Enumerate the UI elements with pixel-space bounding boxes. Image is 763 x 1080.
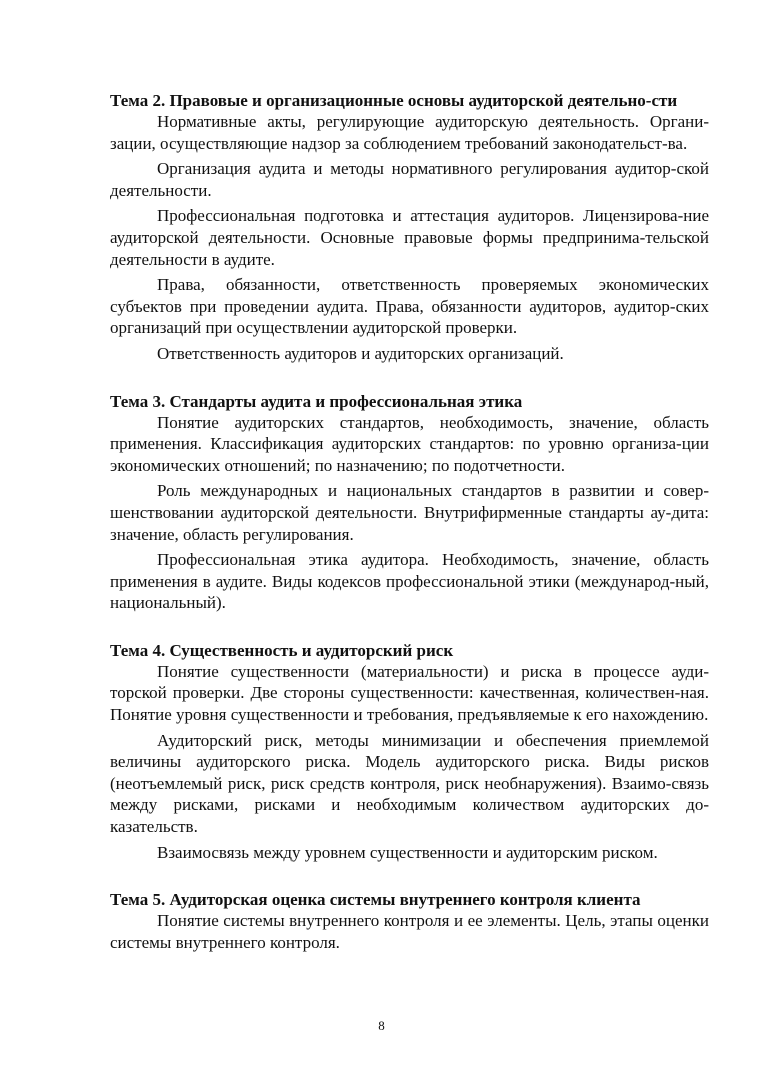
paragraph: Профессиональная этика аудитора. Необходимость, значение, область применения в аудите. Виды кодексов профессиональной этики (международ-ный, национальный). <box>110 550 709 613</box>
paragraph: Понятие существенности (материальности) и риска в процессе ауди-торской проверки. Две стороны существенности: качественная, количествен-ная. Понятие уровня существенности и требования, предъявляемые к его нахождению. <box>110 661 709 725</box>
paragraph: Профессиональная подготовка и аттестация аудиторов. Лицензирова-ние аудиторской деятельности. Основные правовые формы предпринима-тельской деятельности в аудите. <box>110 206 709 269</box>
section-topic-4 <box>110 640 709 863</box>
paragraph: Права, обязанности, ответственность проверяемых экономических субъектов при проведении аудита. Права, обязанности аудиторов, аудитор-ских организаций при осуществлении аудиторской проверки. <box>110 275 709 338</box>
paragraph: Аудиторский риск, методы минимизации и обеспечения приемлемой величины аудиторского риска. Модель аудиторского риска. Виды рисков (неотъемлемый риск, риск средств контроля, риск необнаружения). Взаимо-связь между рисками, рисками и необходимым количеством аудиторских до-казательств. <box>110 730 709 837</box>
section-topic-3 <box>110 391 709 614</box>
paragraph: Понятие аудиторских стандартов, необходимость, значение, область применения. Классификация аудиторских стандартов: по уровню организа-ции экономических отношений; по назначению; по подотчетности. <box>110 412 709 475</box>
section-heading: Тема 3. Стандарты аудита и профессиональная этика <box>110 391 523 411</box>
paragraph: Роль международных и национальных стандартов в развитии и совер-шенствовании аудиторской деятельности. Внутрифирменные стандарты ау-дита: значение, область регулирования. <box>110 481 709 544</box>
section-heading: Тема 4. Существенность и аудиторский риск <box>110 640 454 660</box>
section-heading: Тема 5. Аудиторская оценка системы внутреннего контроля клиента <box>110 890 641 910</box>
paragraph: Понятие системы внутреннего контроля и ее элементы. Цель, этапы оценки системы внутреннего контроля. <box>110 911 709 952</box>
section-heading: Тема 2. Правовые и организационные основы аудиторской деятельно-сти <box>110 91 678 110</box>
section-topic-2 <box>110 90 709 365</box>
document-page <box>110 90 709 979</box>
section-topic-5 <box>110 889 709 953</box>
paragraph: Нормативные акты, регулирующие аудиторскую деятельность. Органи-зации, осуществляющие надзор за соблюдением требований законодательст-ва. <box>110 112 709 153</box>
paragraph: Ответственность аудиторов и аудиторских организаций. <box>157 343 564 363</box>
paragraph: Организация аудита и методы нормативного регулирования аудитор-ской деятельности. <box>110 159 709 200</box>
page-number: 8 <box>378 1018 385 1033</box>
paragraph: Взаимосвязь между уровнем существенности и аудиторским риском. <box>157 842 658 862</box>
